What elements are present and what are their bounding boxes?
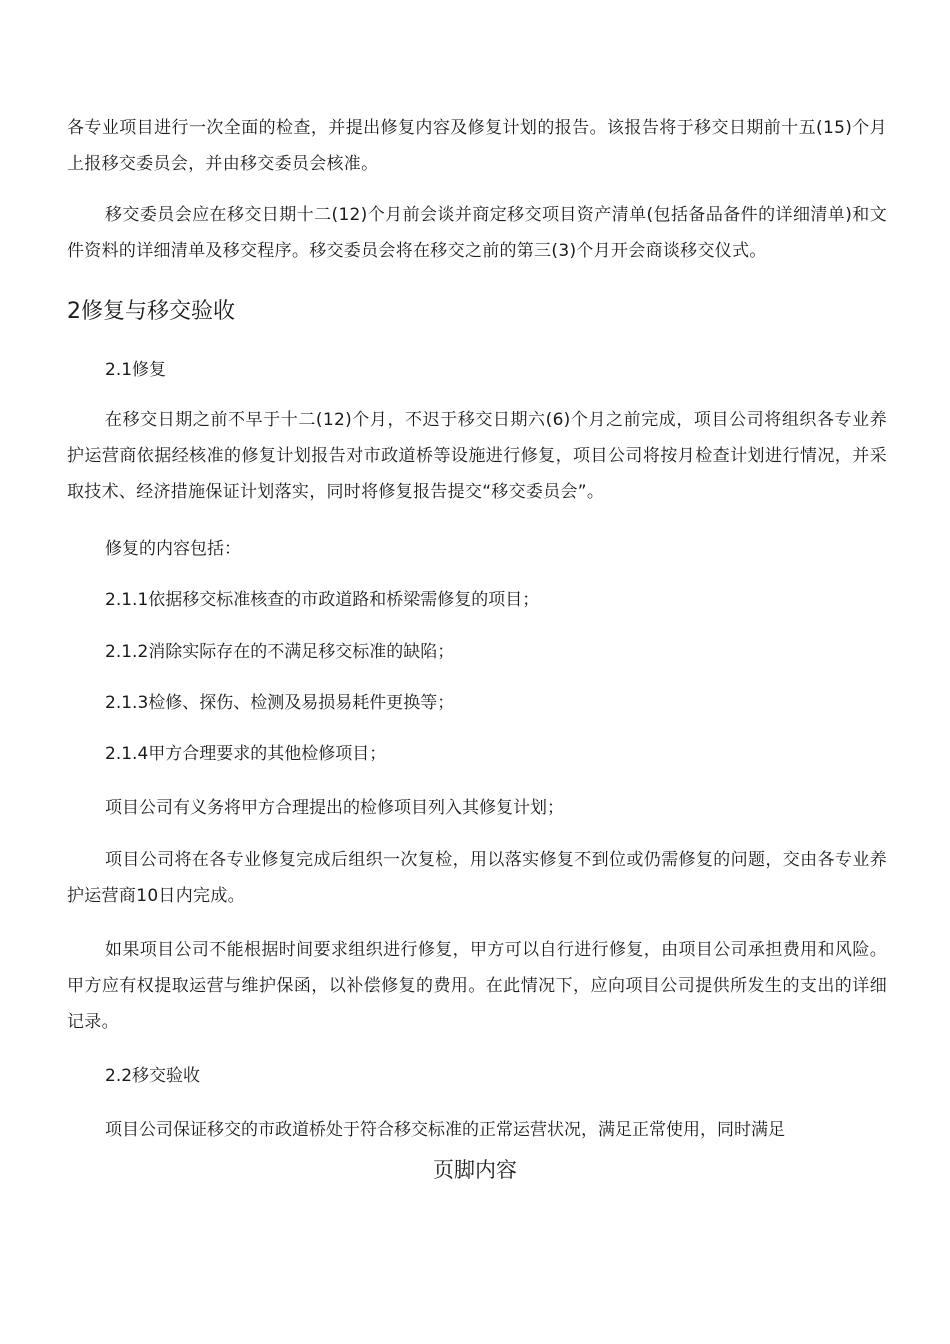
paragraph-7: 如果项目公司不能根据时间要求组织进行修复，甲方可以自行进行修复，由项目公司承担费用和风险。甲方应有权提取运营与维护保函，以补偿修复的费用。在此情况下，应向项目公司提供所发生的支出的详细记录。 bbox=[67, 940, 887, 1032]
list-item-2-1-3: 2.1.3检修、探伤、检测及易损易耗件更换等； bbox=[105, 693, 455, 713]
paragraph-3: 在移交日期之前不早于十二(12)个月，不迟于移交日期六(6)个月之前完成，项目公司将组织各专业养护运营商依据经核准的修复计划报告对市政道桥等设施进行修复，项目公司将按月检查计划进行情况，并采取技术、经济措施保证计划落实，同时将修复报告提交“移交委员会”。 bbox=[67, 410, 887, 502]
list-item-2-1-2: 2.1.2消除实际存在的不满足移交标准的缺陷； bbox=[105, 642, 455, 662]
list-item-2-1-4: 2.1.4甲方合理要求的其他检修项目； bbox=[105, 744, 387, 764]
subsection-heading-2-2: 2.2移交验收 bbox=[105, 1066, 201, 1086]
paragraph-8: 项目公司保证移交的市政道桥处于符合移交标准的正常运营状况，满足正常使用，同时满足 bbox=[105, 1120, 785, 1140]
list-item-2-1-1: 2.1.1依据移交标准核查的市政道路和桥梁需修复的项目； bbox=[105, 590, 540, 610]
paragraph-5: 项目公司有义务将甲方合理提出的检修项目列入其修复计划； bbox=[105, 798, 564, 818]
paragraph-2: 移交委员会应在移交日期十二(12)个月前会谈并商定移交项目资产清单(包括备品备件的详细清单)和文件资料的详细清单及移交程序。移交委员会将在移交之前的第三(3)个月开会商谈移交仪式。 bbox=[67, 205, 887, 261]
paragraph-4: 修复的内容包括： bbox=[105, 539, 241, 559]
paragraph-6: 项目公司将在各专业修复完成后组织一次复检，用以落实修复不到位或仍需修复的问题，交由各专业养护运营商10日内完成。 bbox=[67, 850, 887, 906]
page-footer: 页脚内容 bbox=[433, 1158, 517, 1182]
subsection-heading-2-1: 2.1修复 bbox=[105, 360, 167, 380]
section-heading-2: 2修复与移交验收 bbox=[67, 299, 235, 324]
paragraph-1: 各专业项目进行一次全面的检查，并提出修复内容及修复计划的报告。该报告将于移交日期前十五(15)个月上报移交委员会，并由移交委员会核准。 bbox=[67, 118, 887, 174]
